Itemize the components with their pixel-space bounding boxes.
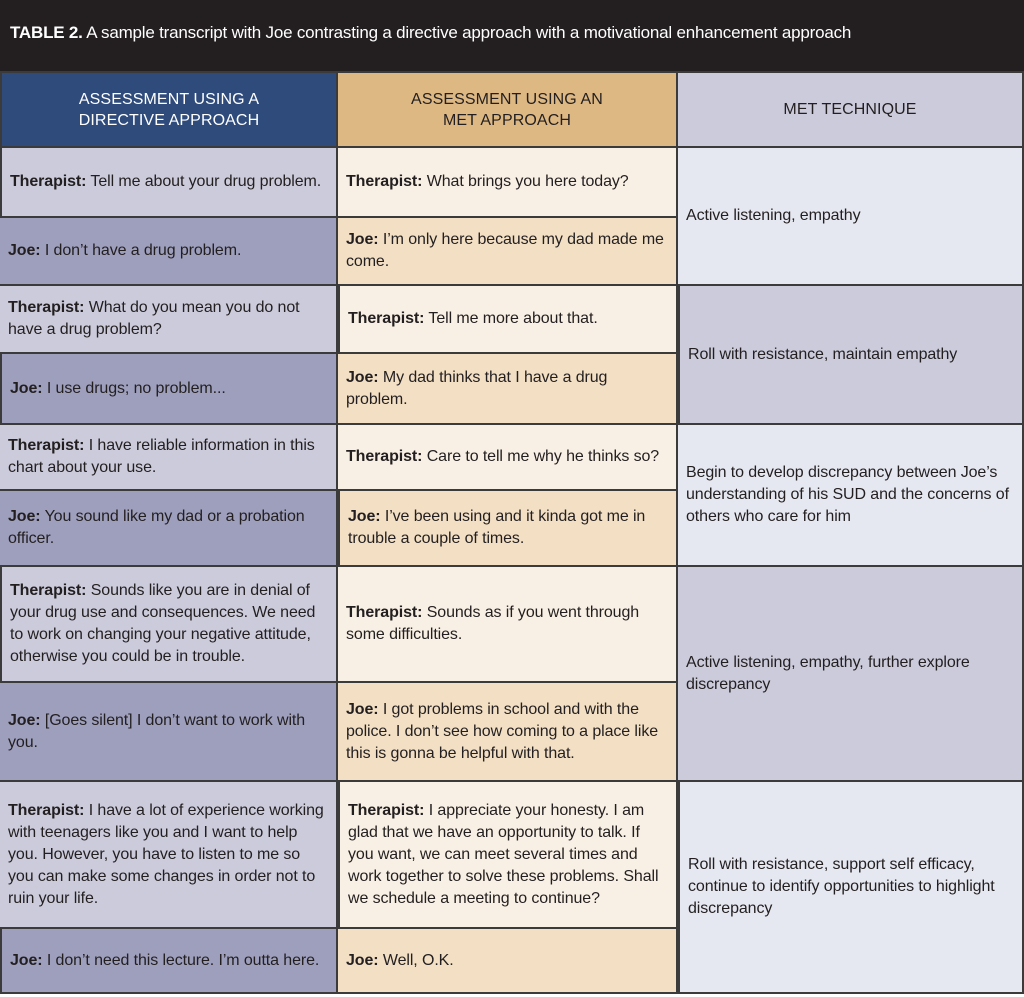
met-row [338, 148, 678, 218]
technique-cell: Roll with resistance, maintain empathy [678, 286, 1024, 425]
dialogue-text: I’ve been using and it kinda got me in trouble a couple of times. [348, 508, 646, 547]
directive-row [0, 354, 338, 425]
directive-row [0, 929, 338, 994]
directive-row [0, 286, 338, 354]
technique-cell: Active listening, empathy, further explore discrepancy [678, 567, 1024, 782]
directive-row [0, 425, 338, 491]
technique-cell: Roll with resistance, support self efficacy, continue to identify opportunities to highlight discrepancy [678, 782, 1024, 994]
dialogue-text: I appreciate your honesty. I am glad that we have an opportunity to talk. If you want, we can meet several times and work together to solve these problems. Shall we schedule a meeting to continue? [348, 801, 659, 907]
directive-row [0, 148, 338, 218]
dialogue-text: I don’t need this lecture. I’m outta here. [46, 951, 320, 969]
dialogue-text: I don’t have a drug problem. [44, 242, 242, 259]
dialogue-text: I got problems in school and with the police. I don’t see how coming to a place like this is gonna be helpful with that. [346, 700, 659, 762]
directive-row [0, 491, 338, 567]
directive-row [0, 683, 338, 782]
speaker-label: Therapist: [346, 604, 423, 621]
speaker-label: Therapist: [8, 299, 85, 316]
dialogue-text: I use drugs; no problem... [46, 379, 226, 397]
dialogue-text: Tell me more about that. [428, 310, 598, 327]
header-met: ASSESSMENT USING AN MET APPROACH [338, 71, 678, 148]
dialogue-text: Sounds like you are in denial of your drug use and consequences. We need to work on changing your negative attitude, otherwise you could be in trouble. [10, 582, 316, 665]
dialogue-text: What brings you here today? [426, 173, 629, 190]
speaker-label: Joe: [348, 508, 381, 525]
speaker-label: Therapist: [10, 173, 87, 190]
speaker-label: Therapist: [10, 582, 87, 599]
met-row [338, 782, 678, 929]
dialogue-text: Tell me about your drug problem. [90, 173, 322, 190]
dialogue-text: [Goes silent] I don’t want to work with you. [8, 711, 306, 751]
speaker-label: Joe: [346, 231, 379, 248]
speaker-label: Joe: [346, 951, 379, 969]
met-row [338, 218, 678, 286]
dialogue-text: Well, O.K. [382, 951, 454, 969]
met-row [338, 683, 678, 782]
speaker-label: Joe: [8, 242, 41, 259]
technique-cell: Begin to develop discrepancy between Joe’s understanding of his SUD and the concerns of others who care for him [678, 425, 1024, 567]
dialogue-text: Sounds as if you went through some difficulties. [346, 604, 640, 643]
table-label: TABLE 2. [10, 23, 83, 42]
met-row [338, 286, 678, 354]
speaker-label: Therapist: [348, 310, 425, 327]
dialogue-text: What do you mean you do not have a drug problem? [8, 299, 300, 338]
directive-row [0, 782, 338, 929]
met-row [338, 929, 678, 994]
directive-row [0, 218, 338, 286]
speaker-label: Therapist: [8, 801, 85, 819]
table-caption: A sample transcript with Joe contrasting a directive approach with a motivational enhancement approach [86, 23, 852, 42]
met-row [338, 354, 678, 425]
met-row [338, 425, 678, 491]
speaker-label: Joe: [8, 711, 41, 729]
dialogue-text: Care to tell me why he thinks so? [426, 448, 660, 465]
dialogue-text: You sound like my dad or a probation officer. [8, 508, 305, 547]
speaker-label: Joe: [346, 700, 379, 718]
dialogue-text: My dad thinks that I have a drug problem. [346, 368, 608, 408]
speaker-label: Therapist: [8, 437, 85, 454]
header-directive: ASSESSMENT USING A DIRECTIVE APPROACH [0, 71, 338, 148]
speaker-label: Therapist: [346, 173, 423, 190]
speaker-label: Therapist: [346, 448, 423, 465]
dialogue-text: I have a lot of experience working with teenagers like you and I want to help you. However, you have to listen to me so you can make some changes in order not to ruin your life. [8, 801, 324, 907]
dialogue-text: I have reliable information in this chart about your use. [8, 437, 315, 476]
speaker-label: Joe: [10, 379, 43, 397]
met-row [338, 567, 678, 683]
dialogue-text: I’m only here because my dad made me come. [346, 231, 664, 270]
speaker-label: Therapist: [348, 801, 425, 819]
speaker-label: Joe: [10, 951, 43, 969]
speaker-label: Joe: [8, 508, 41, 525]
header-technique: MET TECHNIQUE [678, 71, 1024, 148]
met-row [338, 491, 678, 567]
table-title [0, 0, 1024, 71]
directive-row [0, 567, 338, 683]
technique-cell: Active listening, empathy [678, 148, 1024, 286]
speaker-label: Joe: [346, 368, 379, 386]
transcript-table [0, 71, 1024, 997]
